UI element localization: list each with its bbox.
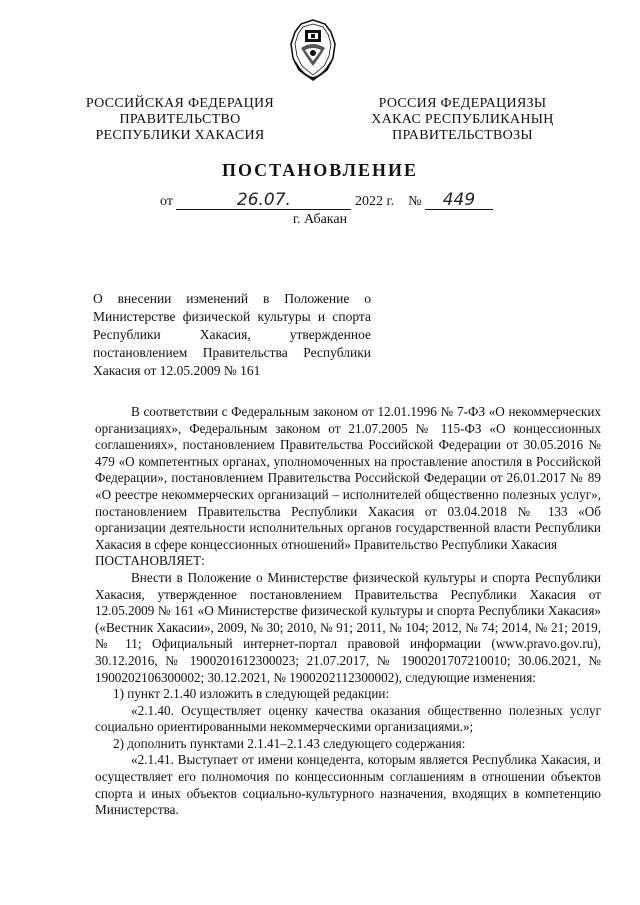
header-right-line: РОССИЯ ФЕДЕРАЦИЯЗЫ: [378, 96, 547, 111]
city-label: г. Абакан: [292, 212, 348, 227]
body-paragraph: Внести в Положение о Министерстве физической культуры и спорта Республики Хакасия, утвержденное постановлением Правительства Республики Хакасия от 12.05.2009 № 161 «О Министерстве физической культуры и спорта Республики Хакасия» («Вестник Хакасии», 2009, № 30; 2010, № 91; 2011, № 104; 2012, № 74; 2014, № 21; 2019, № 11; Официальный интернет-портал правовой информации (www.pravo.gov.ru), 30.12.2016, № 1900201612300023; 21.07.2017, № 1900201707210010; 30.06.2021, № 1900202106300002; 30.12.2021, № 1900202112300002), следующие изменения:: [95, 569, 601, 685]
header-right-line: ПРАВИТЕЛЬСТВОЗЫ: [392, 128, 533, 143]
date-number-line: [160, 190, 493, 210]
header-right-line: ХАКАС РЕСПУБЛИКАНЫҢ: [371, 112, 554, 127]
from-label: от: [160, 194, 173, 209]
body-paragraph: В соответствии с Федеральным законом от 12.01.1996 № 7-ФЗ «О некоммерческих организациях», Федеральным законом от 21.07.2005 № 115-ФЗ «О концессионных соглашениях», постановлением Правительства Российской Федерации от 30.05.2016 № 479 «О компетентных органах, уполномоченных на проставление апостиля в Российской Федерации», постановлением Правительства Российской Федерации от 26.01.2017 № 89 «О реестре некоммерческих организаций – исполнителей общественно полезных услуг», постановлением Правительства Республики Хакасия от 03.04.2018 № 133 «Об организации деятельности исполнительных органов государственной власти Республики Хакасия в сфере концессионных отношений» Правительство Республики Хакасия: [95, 404, 601, 552]
number-label: №: [408, 194, 422, 209]
document-body: [95, 404, 601, 819]
handwritten-date: 26.07.: [236, 190, 291, 210]
header-left-line: ПРАВИТЕЛЬСТВО: [119, 112, 241, 127]
document-subject: О внесении изменений в Положение о Министерстве физической культуры и спорта Республики Хакасия, утвержденное постановлением Правительства Республики Хакасия от 12.05.2009 № 161: [93, 291, 371, 378]
year-label: 2022 г.: [354, 194, 395, 209]
handwritten-number: 449: [442, 190, 476, 210]
body-paragraph: 1) пункт 2.1.40 изложить в следующей редакции:: [113, 686, 390, 702]
header-left-line: РОССИЙСКАЯ ФЕДЕРАЦИЯ: [85, 96, 275, 111]
coat-of-arms-emblem: [285, 18, 341, 84]
header-right: [355, 96, 570, 144]
number-field: [425, 190, 493, 210]
date-field: [176, 190, 351, 210]
body-paragraph-resolves: ПОСТАНОВЛЯЕТ:: [95, 553, 205, 569]
header-left: [80, 96, 280, 144]
header-left-line: РЕСПУБЛИКИ ХАКАСИЯ: [95, 128, 265, 143]
body-paragraph: «2.1.40. Осуществляет оценку качества оказания общественно полезных услуг социально ориентированными некоммерческими организациями.»;: [95, 702, 601, 735]
body-paragraph: 2) дополнить пунктами 2.1.41–2.1.43 следующего содержания:: [113, 735, 466, 751]
body-paragraph: «2.1.41. Выступает от имени концедента, которым является Республика Хакасия, и осуществляет его полномочия по концессионным соглашениям в отношении объектов спорта и иных объектов социально-культурного назначения, входящих в компетенцию Министерства.: [95, 752, 601, 818]
document-title: ПОСТАНОВЛЕНИЕ: [221, 160, 419, 180]
